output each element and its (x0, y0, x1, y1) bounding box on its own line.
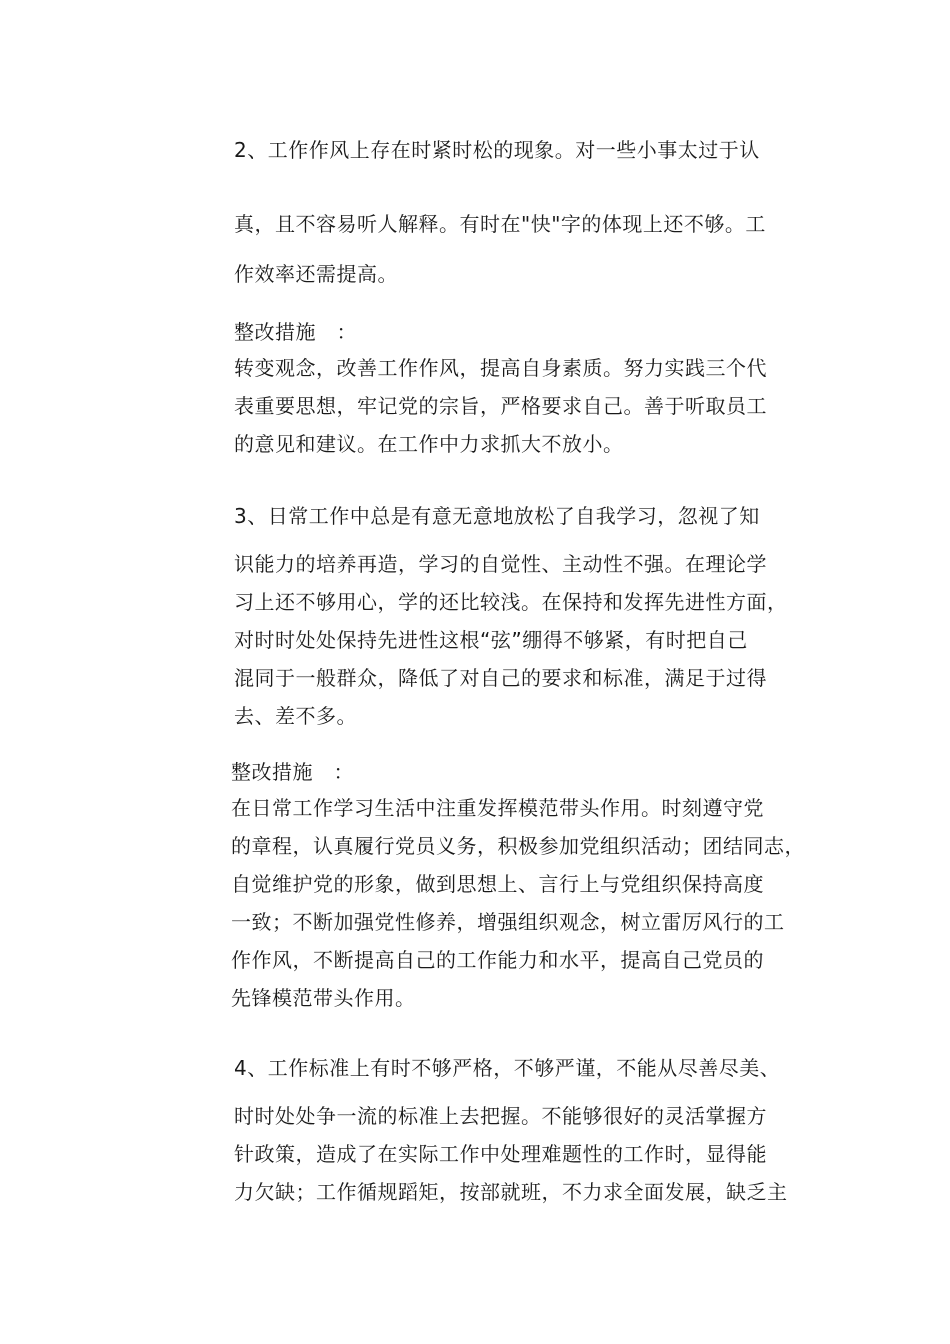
section2-issue-line-3: 作效率还需提高。 (234, 262, 398, 286)
section3-issue-line-4: 对时时处处保持先进性这根“弦”绷得不够紧，有时把自己 (234, 628, 748, 652)
section3-measures-heading: 整改措施 ： (231, 760, 354, 784)
section2-issue-line-1: 2、工作作风上存在时紧时松的现象。对一些小事太过于认 (234, 138, 760, 162)
section2-measures-line-1: 转变观念，改善工作作风，提高自身素质。努力实践三个代 (234, 356, 767, 380)
section2-measures-line-2: 表重要思想，牢记党的宗旨，严格要求自己。善于听取员工 (234, 394, 767, 418)
section3-issue-line-3: 习上还不够用心，学的还比较浅。在保持和发挥先进性方面， (234, 590, 788, 614)
section2-measures-heading: 整改措施 ： (234, 320, 357, 344)
section3-measures-line-5: 作作风，不断提高自己的工作能力和水平，提高自己党员的 (231, 948, 764, 972)
section2-measures-line-3: 的意见和建议。在工作中力求抓大不放小。 (234, 432, 624, 456)
section3-issue-line-5: 混同于一般群众，降低了对自己的要求和标准，满足于过得 (234, 666, 767, 690)
section4-issue-line-2: 时时处处争一流的标准上去把握。不能够很好的灵活掌握方 (234, 1104, 767, 1128)
section2-issue-line-2: 真，且不容易听人解释。有时在"快"字的体现上还不够。工 (234, 212, 766, 236)
section3-measures-line-4: 一致；不断加强党性修养，增强组织观念，树立雷厉风行的工 (231, 910, 785, 934)
section4-issue-line-1: 4、工作标准上有时不够严格，不够严谨，不能从尽善尽美、 (234, 1056, 781, 1080)
section3-measures-line-3: 自觉维护党的形象，做到思想上、言行上与党组织保持高度 (231, 872, 764, 896)
section3-measures-line-1: 在日常工作学习生活中注重发挥模范带头作用。时刻遵守党 (231, 796, 764, 820)
section4-issue-line-4: 力欠缺；工作循规蹈矩，按部就班，不力求全面发展，缺乏主 (234, 1180, 788, 1204)
section3-issue-line-1: 3、日常工作中总是有意无意地放松了自我学习，忽视了知 (234, 504, 760, 528)
section3-issue-line-2: 识能力的培养再造，学习的自觉性、主动性不强。在理论学 (234, 552, 767, 576)
section3-issue-line-6: 去、差不多。 (234, 704, 357, 728)
section4-issue-line-3: 针政策，造成了在实际工作中处理难题性的工作时，显得能 (234, 1142, 767, 1166)
section3-measures-line-2: 的章程，认真履行党员义务，积极参加党组织活动；团结同志， (231, 834, 805, 858)
section3-measures-line-6: 先锋模范带头作用。 (231, 986, 416, 1010)
